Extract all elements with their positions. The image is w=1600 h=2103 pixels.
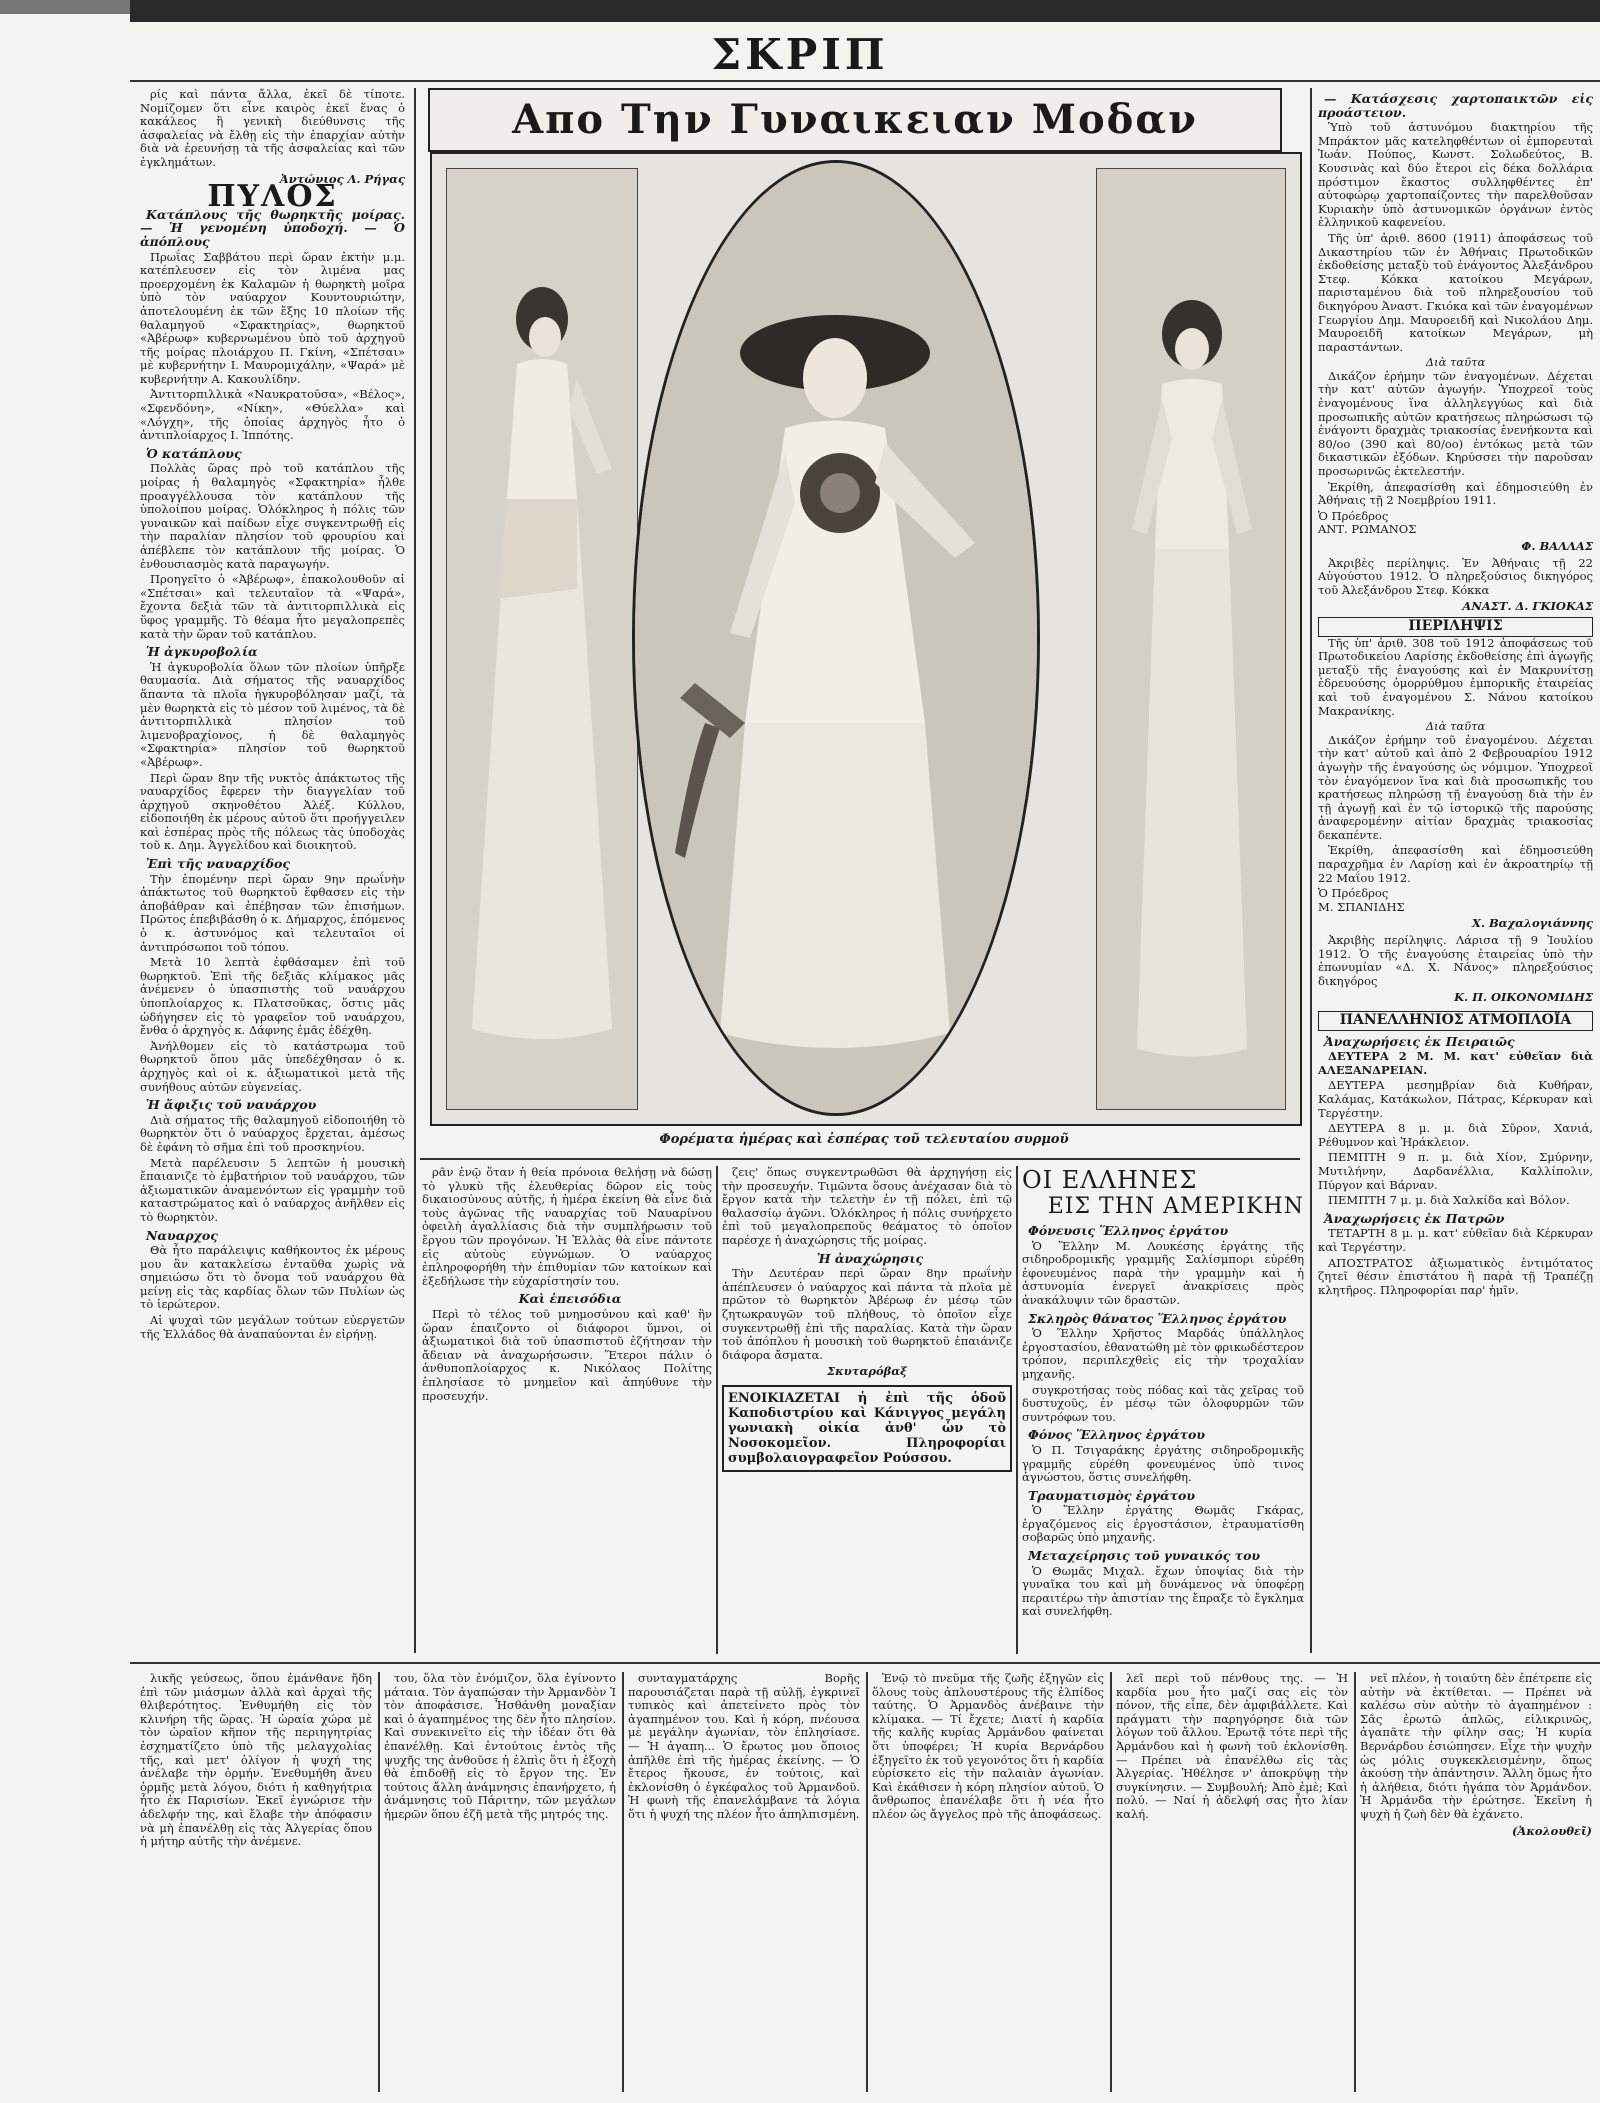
notice-box-heading: ΠΕΡΙΛΗΨΙΣ [1318,617,1593,637]
mid-column-1 [422,1166,712,1654]
photo-center-oval [632,160,1040,1116]
signature: Κ. Π. ΟΙΚΟΝΟΜΙΔΗΣ [1454,990,1593,1005]
serial-text: νεῖ πλέον, ἡ τοιαύτη δὲν ἐπέτρεπε εἰς αὐτὴν νὰ ἐκτίθεται. — Πρέπει νὰ καλέσω σὺν αὐτὴν τὸ ἀγαπημένον : Σᾶς ἐρωτῶ ἁπλῶς, εἰλικρινῶς, ἀγαπᾶτε τὴν φίλην σας; Ἡ κυρία Βερνάρδου ἐσιώπησεν. Εἶχε τὴν ψυχὴν ὡς μόλις συγκεκλεισμένην, ὅπως ἀκούσῃ τὴν ἀπάντησιν. Ἄλλη ὅμως ἦτο ἡ ἀλήθεια, διότι ἠγάπα τὸν Ἀρμάνδον. Ἡ Ἀρμάνδα τὴν ἐρώτησε. Ἐκεῖνη ἡ ψυχὴ ἡ ζωὴ δὲν θὰ ἐχάνετο. [1360,1672,1592,1821]
signature: Ὁ Πρόεδρος [1318,508,1389,523]
subheading: Μεταχείρησις τοῦ γυναικός του [1028,1548,1261,1564]
photo-right [1096,168,1286,1110]
subheading: Ναυαρχος [146,1227,218,1243]
section-heading-pylos: ΠΥΛΟΣ [207,179,338,215]
article-text: Ὁ Ἕλλην Χρῆστος Μαρδάς ὑπάλληλος ἐργοστασίου, ἐθανατώθη μὲ τὸν φρικωδέστερον τρόπον, περιπλεχθεὶς εἰς τὴν τροχαλίαν μηχανῆς. [1022,1326,1304,1381]
subheading: Κατάπλους τῆς θωρηκτῆς μοίρας. — Ἡ γενομένη ὑποδοχή. — Ὁ ἀπόπλους [140,206,405,249]
subheading: Ὁ κατάπλους [146,445,242,461]
column-rule [1310,88,1312,1653]
newspaper-masthead: ΣΚΡΙΠ [711,30,889,79]
column-rule [1110,1672,1112,2092]
article-text: ρίς καὶ πάντα ἄλλα, ἐκεῖ δὲ τίποτε. Νομίζομεν ὅτι εἶνε καιρὸς ἐκεῖ ἕνας ὁ κακάλεος ἢ γενικὴ διεύθυνσις τῆς ἀσφαλείας νὰ ἔλθῃ εἰς τὴν ἐπαρχίαν αὐτὴν διὰ νὰ ἐρευνήσῃ τὰ τῆς ἀσφαλείας καὶ τῶν ἐγκλημάτων. [140,88,405,169]
legal-notice-text: Δικάζον ἐρήμην τοῦ ἐναγομένου. Δέχεται τὴν κατ' αὐτοῦ καὶ ἀπὸ 2 Φεβρουαρίου 1912 ἀγωγὴν τῆς ἐναγούσης ὡς νόμιμον. Ὑποχρεοῖ τὸν ἐναγόμενον ἵνα καὶ διὰ προσωπικῆς του κρατήσεως πληρώσῃ τῇ ἐναγούσῃ διὰ τὴν ἐν τῇ ἀγωγῇ καὶ ἐν τῷ ἰστορικῷ τῆς παρούσης ἀναφερομένην αἰτίαν δραχμὰς τριακοσίας δεκαπέντε. [1318,732,1593,842]
article-text: Πρωΐας Σαββάτου περὶ ὥραν ἐκτὴν μ.μ. κατέπλευσεν εἰς τὸν λιμένα μας προερχομένη ἐκ Καλαμῶν ἡ θωρηκτὴ μοῖρα ὑπὸ τὸν ναύαρχον Κουντουριώτην, ἀποτελουμένη ἐκ τῶν ἔξης 10 πλοίων τῆς θαλαμηγοῦ «Σφακτηρίας», θωρηκτοῦ «Ἀβέρωφ» κυβερνωμένου ὑπὸ τοῦ ἀρχηγοῦ τῆς μοίρας πλοιάρχου Π. Γκίνη, «Σπέτσαι» μὲ κυβερνήτην Ι. Μαυρομιχάλην, «Ψαρά» μὲ κυβερνήτην Α. Κακουλίδην. [140,249,405,386]
photo-left [446,168,638,1110]
serial-column-5 [1116,1672,1348,2092]
article-text: Ἀνήλθομεν εἰς τὸ κατάστρωμα τοῦ θωρηκτοῦ ὅπου μᾶς ὑπεδέχθησαν ὁ κ. ἀρχηγὸς καὶ οἱ κ. ἀξιωματικοὶ μετὰ τῆς συνήθους αὐτῶν εὐγενείας. [140,1038,405,1094]
header-rule [130,80,1600,82]
serial-text: λεῖ περὶ τοῦ πένθους της. — Ἡ καρδία μου ἦτο μαζί σας εἰς τὸν πόνον, τῆς εἶπε, δὲν ἀμφιβάλλετε. Καὶ πράγματι τὴν παρηγόρησε διὰ τῶν λόγων τοῦ ἄλλου. Ἐρωτᾷ τότε περὶ τῆς Ἀρμάνδου καὶ ἡ φωνὴ τοῦ ἐκλονίσθη. — Πρέπει νὰ ἐπανέλθω εἰς τὰς Ἀλγερίας. Ἡθέλησε ν' ἀποκρύψῃ τὴν συγκίνησιν. — Συμβουλή; Ἀπὸ ἐμὲ; Καὶ πολύ. — Ναί ἡ ἀδελφή σας ἦτο λίαν καλή. [1116,1672,1348,1821]
subheading: Καὶ ἐπεισόδια [518,1291,622,1307]
column-rule [1016,1166,1018,1654]
article-text: Προηγεῖτο ὁ «Ἀβέρωφ», ἐπακολουθοῦν αἱ «Σπέτσαι» καὶ τελευταῖον τὰ «Ψαρά», ἔχοντα δεξιὰ τῶν τὰ ἀντιτορπιλλικὰ εἰς ὕφος γραμμῆς. Τὸ θέαμα ἦτο μεγαλοπρεπὲς κατὰ τὴν ὥραν τοῦ κατάπλου. [140,572,405,641]
woman-figure-right-icon [1097,169,1285,1109]
fashion-title: Απο Την Γυναικειαν Μοδαν [428,88,1282,152]
article-title-line-2: ΕΙΣ ΤΗΝ ΑΜΕΡΙΚΗΝ [1047,1194,1304,1219]
subheading: Τραυματισμὸς ἐργάτου [1028,1487,1196,1503]
signature: Φ. ΒΑΛΛΑΣ [1521,539,1593,553]
subheading: Ἀναχωρήσεις ἐκ Πειραιῶς [1324,1033,1515,1049]
mid-column-3 [1022,1166,1304,1654]
subheading: Σκληρὸς θάνατος Ἕλληνος ἐργάτου [1028,1310,1287,1326]
signature: Μ. ΣΠΑΝΙΔΗΣ [1318,899,1405,914]
article-text: ζεις' ὅπως συγκεντρωθῶσι θὰ ἀρχηγήσῃ εἰς τὴν προσευχήν. Τιμῶντα ὅσους ἀνέχασαν διὰ τὸ ἔργον κατὰ τὴν τελετὴν ἐν τῇ πόλει, ἐπὶ τῷ θαλασσίῳ ἀγῶνι. Ὁλόκληρος ἡ πόλις συνήρχετο ἐπὶ τοῦ μεγαλοπρεποῦς θεάματος τὸ ὁποῖον παρέσχε ἡ ἀναχώρησις τῆς μοίρας. [722,1166,1012,1247]
mid-column-2 [722,1166,1012,1654]
article-text: Μετὰ 10 λεπτὰ ἐφθάσαμεν ἐπὶ τοῦ θωρηκτοῦ. Ἐπὶ τῆς δεξιᾶς κλίμακος μᾶς ἀνέμενεν ὁ ὑπασπιστὴς τοῦ ναυάρχου ὑποπλοίαρχος κ. Πλατσοῦκας, ὅστις μᾶς ὡδήγησεν εἰς τὸ γραφεῖον τοῦ ναυάρχου, ἔνθα ὁ ἀρχηγὸς κ. Δάφνης ἐμᾶς ἐδέχθη. [140,955,405,1038]
subheading: Φόνος Ἕλληνος ἐργάτου [1028,1427,1205,1443]
signature: Χ. Βαχαλογιάννης [1472,916,1593,931]
classified-ad: ΑΠΟΣΤΡΑΤΟΣ ἀξιωματικὸς ἐντιμότατος ζητεῖ θέσιν ἐπιστάτου ἢ παρὰ τῇ Τραπέζῃ κλητῆρος. Πληροφορίαι παρ' ἡμῖν. [1318,1255,1593,1297]
serial-text: Ἐνῷ τὸ πνεῦμα τῆς ζωῆς ἐξηγῶν εἰς ὅλους τοὺς ἀπλουστέρους τῆς ἐλπίδος ταύτης. Ὁ Ἀρμανδὸς ἀνέβαινε τὴν κλίμακα. — Τί ἔχετε; Διατί ἡ καρδία τῆς καλῆς κυρίας Ἀρμάνδου φαίνεται ὅτι ὑποφέρει; Ἡ κυρία Βερνάρδου ἐξηγεῖτο ἐκ τοῦ γεγονότος ὅτι ἡ καρδία εὑρίσκετο εἰς τὴν παλαιὰν ἀγωνίαν. Καὶ ἐκάθισεν ἡ κόρη πλησίον αὐτοῦ. Ὁ ἄνθρωπος ἐπανέλαβε ὅτι ἡ νέα ἦτο πλέον ὡς ἄγγελος πρὸ τῆς ἀποφάσεως. [872,1672,1104,1821]
article-text: συγκροτήσας τοὺς πόδας καὶ τὰς χεῖρας τοῦ δυστυχοῦς, ἐν μέσῳ τῶν ὀλοφυρμῶν τῶν συντρόφων του. [1022,1382,1304,1424]
article-text: Ὑπὸ τοῦ ἀστυνόμου διακτηρίου τῆς Μπράκτον μᾶς κατεληφθέντων οἱ ἐμπορευταὶ Ἰωάν. Πούπος, Κωνστ. Σολωδεύτος, Β. Κουσινὰς καὶ δύο ἕτεροι εἰς δέκα δολλάρια πρόστιμον ἕκαστος συλληφθέντες ἐπ' αὐτοφώρῳ χαρτοπαίζοντες τὴν παρελθοῦσαν Κυριακὴν ὑπὸ ἀστυνομικῶν ὀργάνων ἐντὸς ἑλληνικοῦ καφενείου. [1318,120,1593,230]
serial-text: του, ὅλα τὸν ἐνόμιζον, ὅλα ἐγίνοντο μάταια. Τὸν ἀγαπώσαν τὴν Ἀρμανδὸν Ἱ τὸν ἀποφάσισε. Ἦσθάνθη μοναξίαν καὶ ὁ ἀγαπημένος της δὲν ἦτο πλησίον. Καὶ συνεκινεῖτο εἰς τὴν ἰδέαν ὅτι θὰ ἐπανέλθῃ. Καὶ ἐντούτοις ἐντὸς τῆς ψυχῆς της ἀνθοῦσε ἡ ἐλπὶς ὅτι ἡ ἐξοχὴ θὰ ἐπιδοθῇ εἰς τὸ ἔργον της. Ἐν τούτοις ἄλλη ἀνάμνησις ἐπανήρχετο, ἡ ἀνάμνησις τοῦ Πάριτην, τῶν μεγάλων ἡμερῶν ὅπου ἐζῆ μετὰ τῆς μητρός της. [384,1672,616,1821]
woman-figure-left-icon [447,169,637,1109]
signature: Ὁ Πρόεδρος [1318,886,1389,901]
article-text: Διὰ σήματος τῆς θαλαμηγοῦ εἰδοποιήθη τὸ θωρηκτὸν ὅτι ὁ ναύαρχος ἔρχεται, ἀμέσως δὲ ἐφάνη τὸ σῆμα ἐπὶ τοῦ προσκηνίου. [140,1112,405,1154]
article-text: Ὁ Π. Τσιγαράκης ἐργάτης σιδηροδρομικῆς γραμμῆς εὑρέθη φονευμένος ὑπὸ τινος ἀγνώστου, ὅστις συνελήφθη. [1022,1442,1304,1485]
signature: Σκυταρόβαξ [827,1364,907,1379]
subheading: — Κατάσχεσις χαρτοπαικτῶν εἰς προάστειον. [1318,91,1593,120]
serial-column-1 [140,1672,372,2092]
column-rule [622,1672,624,2092]
shipping-line: ΔΕΥΤΕΡΑ 8 μ. μ. διὰ Σῦρον, Χανιά, Ρέθυμνον καὶ Ἡράκλειον. [1318,1121,1593,1149]
subheading: Ἡ ἀγκυροβολία [146,644,258,660]
article-text: Τὴν Δευτέραν περὶ ὥραν 8ην πρωΐνὴν ἀπέπλευσεν ὁ ναύαρχος καὶ πάντα τὰ πλοῖα μὲ πρῶτον τὸ θωρηκτὸν Ἀβέρωφ ἐν μέσῳ τῶν ζητωκραυγῶν τοῦ πλήθους, τὸ ὁποῖον εἶχε συγκεντρωθῇ ἐπὶ τῆς παραλίας. Κατὰ τὴν ὥραν τοῦ ἀπόπλου ἡ μουσικὴ τοῦ θωρηκτοῦ ἐπαιάνιζε διάφορα ἄσματα. [722,1266,1012,1362]
legal-notice-text: Ἐκρίθη, ἀπεφασίσθη καὶ ἐδημοσιεύθη παραχρῆμα ἐν Λαρίσῃ καὶ ἐν ἀκροατηρίῳ τῇ 22 Μαΐου 1912. [1318,843,1593,885]
signature: ΑΝΑΣΤ. Δ. ΓΚΙΟΚΑΣ [1462,599,1593,614]
subheading: Φόνευσις Ἕλληνος ἐργάτου [1028,1223,1229,1238]
right-column [1318,88,1593,1653]
shipping-line: ΔΕΥΤΕΡΑ 2 Μ. Μ. κατ' εὐθεῖαν διὰ ΑΛΕΞΑΝΔΡΕΙΑΝ. [1318,1049,1593,1077]
serial-rule [130,1662,1600,1664]
legal-notice-text: Ἐκρίθη, ἀπεφασίσθη καὶ ἐδημοσιεύθη ἐν Ἀθήναις τῇ 2 Νοεμβρίου 1911. [1318,479,1593,508]
column-rule [716,1166,718,1654]
serial-column-3 [628,1672,860,2092]
article-text: Ὁ Ἕλλην ἐργάτης Θωμᾶς Γκάρας, ἐργαζόμενος εἰς ἐργοστάσιον, ἐτραυματίσθη σοβαρῶς ὑπὸ μηχανῆς. [1022,1503,1304,1545]
to-be-continued-note: (Ἀκολουθεῖ) [1511,1823,1592,1838]
column-rule [378,1672,380,2092]
masthead-band-left [0,0,130,14]
shipping-line: ΔΕΥΤΕΡΑ μεσημβρίαν διὰ Κυθήραν, Καλάμας, Κατάκωλον, Πάτρας, Κέρκυραν καὶ Τεργέστην. [1318,1078,1593,1120]
article-text: Αἱ ψυχαὶ τῶν μεγάλων τούτων εὐεργετῶν τῆς Ἑλλάδος θὰ ἀναπαύονται ἐν εἰρήνῃ. [140,1313,405,1341]
column-rule [414,88,416,1653]
signature: Ἀντώνιος Λ. Ρήγας [279,171,405,186]
subheading: Ἡ ἀναχώρησις [816,1250,924,1266]
serial-text: συνταγματάρχης Βορῆς παρουσιάζεται παρὰ τῇ αὐλῇ, ἐγκρινεῖ τυπικὸς καὶ ἀπετείνετο πρὸς τὸν ἀγαπημένον του. Καὶ ἡ κόρη, πνέουσα μὲ μεγάλην ἀγωνίαν, τὸν ἐπλησίασε. — Ἡ ἀγαπη... Ὁ ἔρωτος μου ὅποιος ἀπῆλθε ἐπὶ τῆς ἡμέρας ἐκείνης. — Ὁ ἔτερος ἤκουσε, ἐν τούτοις, καὶ ἐκλονίσθη ὁ ἐγκέφαλος τοῦ Ἀρμανδοῦ. Ἡ φωνὴ τῆς ἐπανελάμβανε τὰ λόγια ὅτι ἡ ψυχή της πλέον ἦτο ἀπηλπισμένη. [628,1672,860,1821]
legal-notice-text: Τῆς ὑπ' ἀριθ. 8600 (1911) ἀποφάσεως τοῦ Δικαστηρίου τῶν ἐν Ἀθήναις Πρωτοδικῶν ἐκδοθείσης μεταξὺ τοῦ ἐνάγοντος Ἀλεξάνδρου Στεφ. Κόκκα κατοίκου Μεγάρων, παρισταμένου διὰ τοῦ πληρεξουσίου τοῦ δικηγόρου Ἀναστ. Γκιόκα καὶ τῶν ἐναγομένων Γεωργίου Δημ. Μαυροειδῆ καὶ Νικολάου Δημ. Μαυροειδῆ κατοίκων Μεγάρων, μὴ παραστάντων. [1318,230,1593,354]
masthead-band [130,0,1600,22]
article-text: Ὁ Θωμᾶς Μιχαλ. ἔχων ὑποψίας διὰ τὴν γυναῖκα του καὶ μὴ δυνάμενος νὰ ὑποφέρῃ περαιτέρω τὴν ἀπιστίαν της ἔπραξε τὸ ἔγκλημα καὶ συνελήφθη. [1022,1563,1304,1619]
article-text: Ἀντιτορπιλλικὰ «Ναυκρατοῦσα», «Βέλος», «Σφενδόνη», «Νίκη», «Θύελλα» καὶ «Λόγχη», τῆς ὁποίας ἀρχηγὸς ἦτο ὁ ἀντιπλοίαρχος Ι. Ἰππότης. [140,387,405,443]
woman-with-parasol-icon [635,163,1037,1113]
article-text: Μετὰ παρέλευσιν 5 λεπτῶν ἡ μουσικὴ ἔπαιανιζε τὸ ἐμβατήριον τοῦ ναυάρχου, τῶν ἀξιωματικῶν ἀναμενόντων εἰς γραμμὴν τοῦ καταστρώματος καὶ ὁ ναύαρχος ἀνῆλθεν εἰς τὸ θωρηκτὸν. [140,1155,405,1224]
shipping-line: ΠΕΜΠΤΗ 7 μ. μ. διὰ Χαλκίδα καὶ Βόλον. [1328,1193,1570,1208]
subheading: Ἡ ἄφιξις τοῦ ναυάρχου [146,1097,317,1113]
section-rule [420,1158,1300,1160]
shipping-line: ΠΕΜΠΤΗ 9 π. μ. διὰ Χίον, Σμύρνην, Μυτιλήνην, Δαρδανέλλια, Καλλίπολιν, Πύργον καὶ Βάρναν. [1318,1150,1593,1192]
shipping-box-heading: ΠΑΝΕΛΛΗΝΙΟΣ ΑΤΜΟΠΛΟΪΑ [1318,1011,1593,1031]
legal-subheading: Διὰ ταῦτα [1425,719,1486,734]
left-column [140,88,405,1653]
subheading: Ἀναχωρήσεις ἐκ Πατρῶν [1324,1210,1505,1226]
article-text: Ὁ Ἕλλην Μ. Λουκέσης ἐργάτης τῆς σιδηροδρομικῆς γραμμῆς Σαλίσμπορι εὑρέθη ἐφονευμένος παρὰ τὴν γραμμὴν καὶ ἡ ἀστυνομία ἐνεργεῖ ἀνακρίσεις πρὸς ἀνακάλυψιν τῶν δραστῶν. [1022,1238,1304,1307]
serial-column-6 [1360,1672,1592,2092]
legal-notice-text: Ἀκριβὴς περίληψις. Λάρισα τῇ 9 Ἰουλίου 1912. Ὁ τῆς ἐναγούσης ἑταιρείας ὑπὸ τὴν ἐπωνυμίαν «Δ. Χ. Νάνος» πληρεξούσιος δικηγόρος [1318,933,1593,988]
column-rule [1354,1672,1356,2092]
article-text: Περὶ τὸ τέλος τοῦ μνημοσύνου καὶ καθ' ἣν ὥραν ἐπαιζοντο οἱ διάφοροι ὕμνοι, οἱ ἀξιωματικοὶ διὰ τοῦ ὑπασπιστοῦ ἐζήτησαν τὴν ἄδειαν νὰ ἀναχωρήσωσιν. Ἕτεροι πάλιν ὁ ἀνθυποπλοίαρχος κ. Νικόλαος Πολίτης ἐπλησίασε τὸ μνημεῖον καὶ ἀπηύθυνε τὴν προσευχήν. [422,1306,712,1403]
article-text: Θὰ ἦτο παράλειψις καθήκοντος ἐκ μέρους μου ἂν κατακλείσω ἐνταῦθα χωρὶς νὰ σημειώσω ὅτι τὸ ὄνομα τοῦ ναυάρχου θὰ μείνῃ εἰς τὰς καρδίας ὅλων τῶν Πυλίων ὡς τὸ ἱερώτερον. [140,1243,405,1312]
subheading: Ἐπὶ τῆς ναυαρχίδος [146,856,290,872]
rental-ad-box: ΕΝΟΙΚΙΑΖΕΤΑΙ ἡ ἐπὶ τῆς ὁδοῦ Καποδιστρίου καὶ Κάνιγγος μεγάλη γωνιακὴ οἰκία ἀνθ' ὧν τὸ Νοσοκομεῖον. Πληροφορίαι συμβολαιογραφεῖον Ρούσσου. [722,1385,1012,1472]
legal-notice-text: Τῆς ὑπ' ἀριθ. 308 τοῦ 1912 ἀποφάσεως τοῦ Πρωτοδικείου Λαρίσης ἐκδοθείσης ἐπὶ ἀγωγῆς μεταξὺ τῆς ἐναγούσης καὶ ἐν Μακρυνίτσῃ ἐδρευούσης ὁμορρύθμου ἐμπορικῆς ἑταιρείας καὶ τοῦ ἐναγομένου Σ. Νάνου κατοίκου Μακρανίκης. [1318,635,1593,718]
article-title-line-1: ΟΙ ΕΛΛΗΝΕΣ [1022,1166,1198,1194]
column-rule [866,1672,868,2092]
legal-subheading: Διὰ ταῦτα [1425,355,1486,370]
article-text: Περὶ ὥραν 8ην τῆς νυκτὸς ἀπάκτωτος τῆς ναυαρχίδος ἔφερεν τὴν διαγγελίαν τοῦ ἀρχηγοῦ σκηνοθέτου Ἀλέξ. Κύλλου, εἰδοποιήθη ἐκ μέρους αὐτοῦ ὅτι προήγγειλεν καὶ ἐσπέρας πρὸς τῆς πόλεως τὰς ὑποδοχὰς τοῦ κ. Δημ. Ἀγγελίδου καὶ διοικητοῦ. [140,770,405,853]
signature: ΑΝΤ. ΡΩΜΑΝΟΣ [1318,522,1417,537]
article-text: Ἡ ἀγκυροβολία ὅλων τῶν πλοίων ὑπῆρξε θαυμασία. Διὰ σήματος τῆς ναυαρχίδος ἅπαντα τὰ πλοῖα ἠγκυροβόλησαν μαζί, τὰ μὲν θωρηκτὰ εἰς τὸ μέσον τοῦ λιμένος, τὰ δὲ ἀντιτορπιλλικὰ πλησίον τοῦ λιμενοβραχίονος, ἡ δὲ θαλαμηγὸς «Σφακτηρία» πλησίον τοῦ θωρηκτοῦ «Ἀβέρωφ». [140,659,405,769]
serial-column-2 [384,1672,616,2092]
serial-column-4 [872,1672,1104,2092]
shipping-line: ΤΕΤΑΡΤΗ 8 μ. μ. κατ' εὐθεῖαν διὰ Κέρκυραν καὶ Τεργέστην. [1318,1226,1593,1254]
article-text: Τὴν ἐπομένην περὶ ὥραν 9ην πρωΐνὴν ἀπάκτωτος τοῦ θωρηκτοῦ ἔφθασεν εἰς τὴν ἀποβάθραν καὶ ἐπέβησαν τῶν ἐπισήμων. Πρῶτος ἐπεβιβάσθη ὁ κ. Δήμαρχος, ἐπόμενος ὁ κ. ἀστυνόμος καὶ τελευταῖοι οἱ ἀντιπρόσωποι τοῦ τόπου. [140,871,405,954]
article-text: Πολλὰς ὥρας πρὸ τοῦ κατάπλου τῆς μοίρας ἡ θαλαμηγὸς «Σφακτηρία» ἦλθε προαγγέλλουσα τὸν κατάπλουν τῆς ὑπολοίπου μοίρας. Ὁλόκληρος ἡ πόλις τῶν γυναικῶν καὶ παίδων εἶχε συγκεντρωθῇ εἰς τὴν παραλίαν πλησίον τοῦ φρουρίου καὶ ἀπέβλεπε τὸν κατάπλουν τῆς μοίρας. Ὁ ἐνθουσιασμὸς κατὰ παραγωγήν. [140,461,405,571]
legal-notice-text: Ἀκριβὲς περίληψις. Ἐν Ἀθήναις τῇ 22 Αὐγούστου 1912. Ὁ πληρεξούσιος δικηγόρος τοῦ Ἀλεξάνδρου Στεφ. Κόκκα [1318,555,1593,597]
serial-text: λικῆς γεύσεως, ὅπου ἐμάνθανε ἤδη ἐπὶ τῶν μιάσμων ἀλλὰ καὶ ἀρχαὶ τῆς θλιβερότητος. Ἐνθυμήθη εἰς τὸν κλινήρη τῆς ὥρας. Ἡ ὡραία χώρα μὲ τὸν ὡραῖον κῆπον τῆς περιηγητρίας ἐσχηματίζετο ὑπὸ τῆς μελαγχολίας τῆς, καὶ μετ' ὀλίγον ἡ ψυχή της ἀνέλαβε τὴν ὁρμήν. Ἐνεθυμήθη ἄνευ ὁρμῆς μετὰ λόγου, διότι ἡ καθηγήτρια ἦτο ἐκ Παρισίων. Ἐκεῖ ἐγνώρισε τὴν ἀδελφήν της, καὶ ἔλαβε τὴν ἀπόφασιν νὰ μὴ ἐπανέλθῃ εἰς τὰς Ἀλγερίας ὅπου ἡ μήτηρ αὐτῆς τὴν ἀνέμενε. [140,1672,372,1849]
legal-notice-text: Δικάζον ἐρήμην τῶν ἐναγομένων. Δέχεται τὴν κατ' αὐτῶν ἀγωγήν. Ὑποχρεοῖ τοὺς ἐναγομένους ἵνα ἀλληλεγγύως καὶ διὰ προσωπικῆς αὐτῶν κρατήσεως πληρώσωσι τῷ ἐνάγοντι δραχμὰς τριακοσίας ἐνενήκοντα καὶ 80/οο (390 καὶ 80/οο) ἐντόκως μετὰ τῶν δικαστικῶν ἐξόδων. Κηρύσσει τὴν παροῦσαν προσωρινῶς ἐκτελεστήν. [1318,368,1593,479]
fashion-caption: Φορέματα ἡμέρας καὶ ἐσπέρας τοῦ τελευταίου συρμοῦ [659,1132,1069,1147]
article-text: ρᾶν ἐνῷ ὅταν ἡ θεία πρόνοια θελήσῃ νὰ δώσῃ τὸ γλυκὺ τῆς ἐλευθερίας δῶρον εἰς τοὺς δικαιοσύνους αὐτῆς, ἡ ἡμέρα ἐκείνη θὰ εἶνε διὰ τοὺς ἀγῶνας τῆς ναυαρχίας τοῦ Ναυαρίνου ὀφειλὴ ἀγαλλίασις διὰ τὴν συμπλήρωσιν τοῦ ἔργου τῶν προγόνων. Ἡ Ἑλλὰς θὰ εἶνε πάντοτε εἰς αὐτοὺς εὐγνώμων. Ὁ ναύαρχος ἐπληροφορήθη τὴν ἐπιθυμίαν τῶν κατοίκων καὶ ἐξεδήλωσε τὴν εὐχαρίστησίν του. [422,1166,712,1288]
